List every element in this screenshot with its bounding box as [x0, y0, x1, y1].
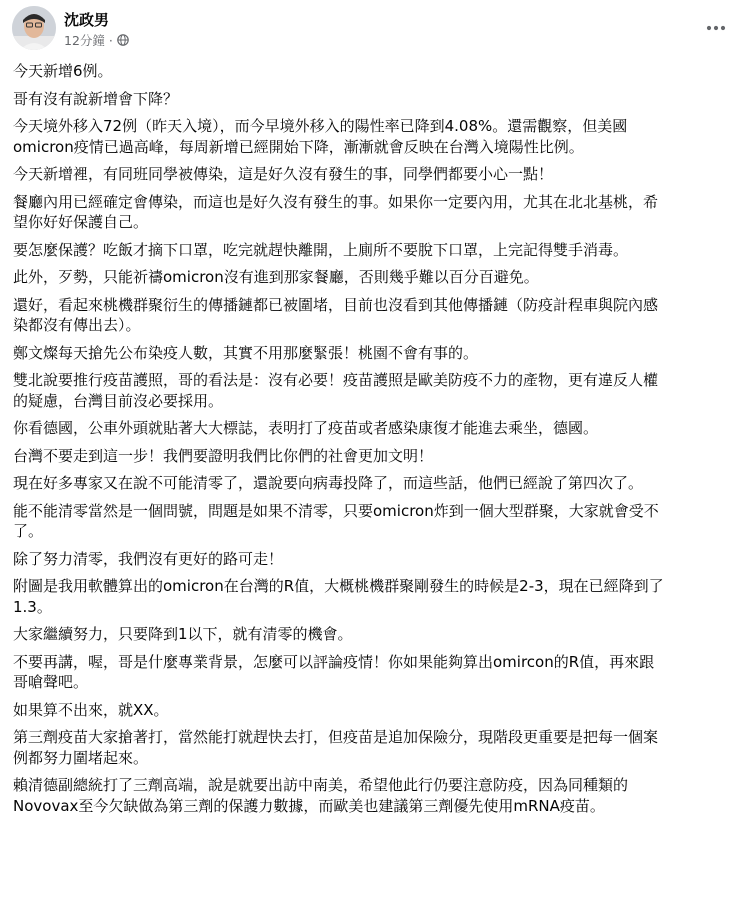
post-paragraph: 今天境外移入72例（昨天入境），而今早境外移入的陽性率已降到4.08%。還需觀察，但美國 omicron疫情已過高峰，每周新增已經開始下降，漸漸就會反映在台灣入境陽性比例。 — [13, 117, 628, 156]
post-paragraph: 大家繼續努力，只要降到1以下，就有清零的機會。 — [13, 625, 353, 643]
post-paragraph: 除了努力清零，我們沒有更好的路可走！ — [13, 549, 284, 568]
post-paragraph: 如果算不出來，就XX。 — [13, 700, 169, 719]
author-name[interactable]: 沈政男 — [64, 11, 110, 29]
avatar[interactable] — [12, 6, 56, 50]
post-paragraph: 附圖是我用軟體算出的omicron在台灣的R值，大概桃機群聚剛發生的時候是2-3，現在已經降到了 1.3。 — [13, 577, 664, 616]
profile-photo-icon — [12, 6, 56, 50]
post-paragraph: 你看德國，公車外頭就貼著大大標誌，表明打了疫苗或者感染康復才能進去乘坐，德國。 — [13, 419, 599, 437]
post-paragraph: 第三劑疫苗大家搶著打，當然能打就趕快去打，但疫苗是追加保險分，現階段更重要是把每一個案 例都努力圍堵起來。 — [13, 728, 659, 767]
post-time[interactable]: 12分鐘 — [64, 33, 105, 48]
post-paragraph: 今天新增裡，有同班同學被傳染，這是好久沒有發生的事，同學們都要小心一點！ — [13, 165, 554, 183]
meta-separator: · — [108, 32, 113, 48]
post-paragraph: 要怎麼保護？吃飯才摘下口罩，吃完就趕快離開，上廁所不要脫下口罩，上完記得雙手消毒。 — [13, 240, 629, 259]
post-meta — [64, 31, 129, 49]
post-paragraph: 能不能清零當然是一個問號，問題是如果不清零，只要omicron炸到一個大型群聚，大家就會受不 了。 — [13, 501, 659, 540]
more-horizontal-icon — [706, 25, 726, 31]
globe-icon — [117, 34, 129, 46]
more-options-button[interactable] — [702, 14, 730, 42]
post-paragraph: 今天新增6例。 — [13, 62, 113, 80]
post-paragraph: 不要再講，喔，哥是什麼專業背景，怎麼可以評論疫情！你如果能夠算出omircon的R值，再來跟 哥嗆聲吧。 — [13, 652, 655, 691]
post-paragraph: 鄭文燦每天搶先公布染疫人數，其實不用那麼緊張！桃園不會有事的。 — [13, 343, 479, 362]
post-paragraph: 雙北說要推行疫苗護照，哥的看法是：沒有必要！疫苗護照是歐美防疫不力的產物，更有違反人權 的疑慮，台灣目前沒必要採用。 — [13, 371, 659, 410]
post-paragraph: 此外，歹勢，只能祈禱omicron沒有進到那家餐廳，否則幾乎難以百分百避免。 — [13, 268, 539, 286]
post-paragraph: 現在好多專家又在說不可能清零了，還說要向病毒投降了，而這些話，他們已經說了第四次了。 — [13, 474, 644, 492]
post-paragraph: 台灣不要走到這一步！我們要證明我們比你們的社會更加文明！ — [13, 446, 434, 465]
post-paragraph: 賴清德副總統打了三劑高端，說是就要出訪中南美，希望他此行仍要注意防疫，因為同種類的 Novovax至今欠缺做為第三劑的保護力數據，而歐美也建議第三劑優先使用mRNA疫苗。 — [13, 776, 629, 815]
post-paragraph: 還好，看起來桃機群聚衍生的傳播鏈都已被圍堵，目前也沒看到其他傳播鏈（防疫計程車與院內感 染都沒有傳出去）。 — [13, 295, 659, 334]
post-paragraph: 哥有沒有說新增會下降？ — [13, 89, 179, 108]
post-paragraph: 餐廳內用已經確定會傳染，而這也是好久沒有發生的事。如果你一定要內用，尤其在北北基桃，希 望你好好保護自己。 — [13, 192, 659, 231]
post-header — [12, 6, 736, 54]
post-body — [13, 61, 737, 823]
